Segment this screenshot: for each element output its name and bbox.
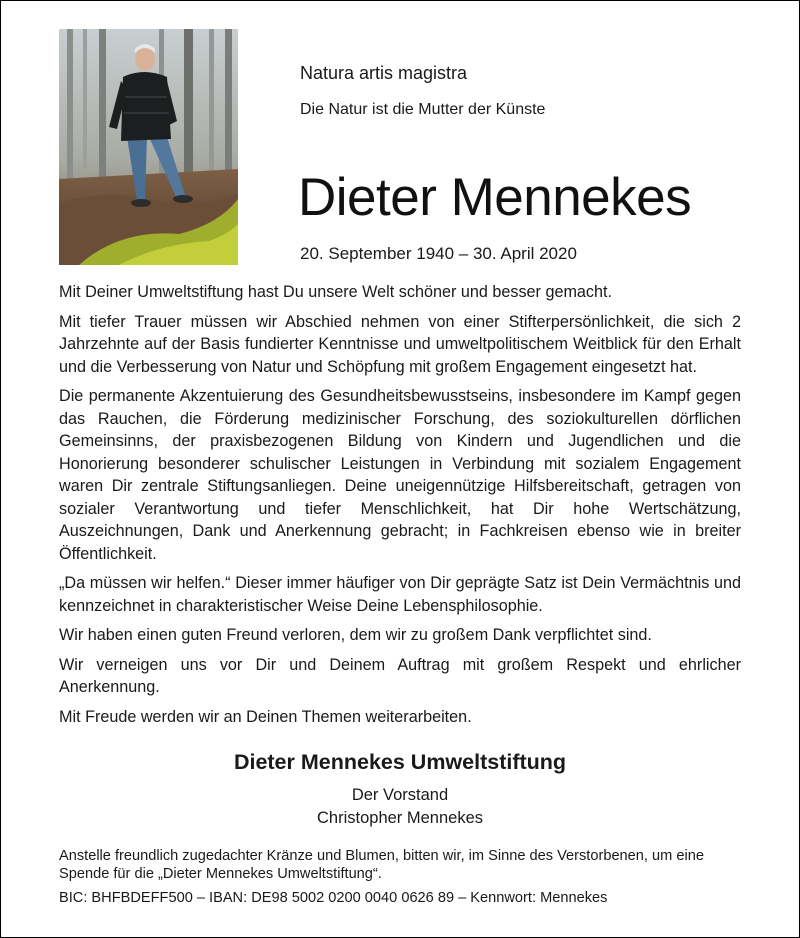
portrait-photo [59, 29, 238, 265]
motto: Natura artis magistra [300, 63, 468, 83]
paragraph-intro: Mit Deiner Umweltstiftung hast Du unsere Welt schöner und besser gemacht. [59, 283, 613, 301]
portrait-photo-icon [59, 29, 238, 265]
paragraph-farewell: Mit tiefer Trauer müssen wir Abschied nehmen von einer Stifterpersönlichkeit, die sich 2 Jahrzehnte auf der Basis fundierter Kenntnisse und umweltpolitischem Weitblick für den Erhalt und die Verbesserung von Natur und Schöpfung mit großem Engagement eingesetzt hat. [59, 312, 741, 376]
paragraph-continue: Mit Freude werden wir an Deinen Themen weiterarbeiten. [59, 707, 472, 726]
paragraph-quote: „Da müssen wir helfen.“ Dieser immer häufiger von Dir geprägte Satz ist Dein Vermächtnis und kennzeichnet in charakteristischer Weise Deine Lebensphilosophie. [59, 574, 741, 615]
obituary-text [59, 281, 741, 735]
life-dates: 20. September 1940 – 30. April 2020 [300, 244, 577, 263]
deceased-name: Dieter Mennekes [298, 168, 692, 227]
paragraph-respect: Wir verneigen uns vor Dir und Deinem Auftrag mit großem Respekt und ehrlicher Anerkennung. [59, 655, 741, 696]
signature-organization: Dieter Mennekes Umweltstiftung [233, 750, 567, 774]
signature-role: Der Vorstand [351, 786, 449, 804]
bank-details: BIC: BHFBDEFF500 – IBAN: DE98 5002 0200 0040 0626 89 – Kennwort: Mennekes [59, 890, 608, 906]
signature-person: Christopher Mennekes [317, 809, 483, 827]
motto-translation: Die Natur ist die Mutter der Künste [300, 101, 546, 118]
donation-note: Anstelle freundlich zugedachter Kränze und Blumen, bitten wir, im Sinne des Verstorbenen, um eine Spende für die „Dieter Mennekes Umweltstiftung“. [59, 848, 704, 882]
paragraph-achievements: Die permanente Akzentuierung des Gesundheitsbewusstseins, insbesondere im Kampf gegen das Rauchen, die Förderung medizinischer Forschung, des soziokulturellen dörflichen Gemeinsinns, der praxisbezogenen Bildung von Kindern und Jugendlichen und die Honorierung besonderer schulischer Leistungen in Verbindung mit sozialem Engagement waren Dir zentrale Stiftungsanliegen. Deine uneigennützige Hilfsbereitschaft, getragen von sozialer Verantwortung und tiefer Menschlichkeit, hat Dir hohe Wertschätzung, Auszeichnungen, Dank und Anerkennung gebracht; in Fachkreisen ebenso wie in breiter Öffentlichkeit. [59, 387, 741, 563]
paragraph-friend: Wir haben einen guten Freund verloren, dem wir zu großem Dank verpflichtet sind. [59, 626, 652, 644]
